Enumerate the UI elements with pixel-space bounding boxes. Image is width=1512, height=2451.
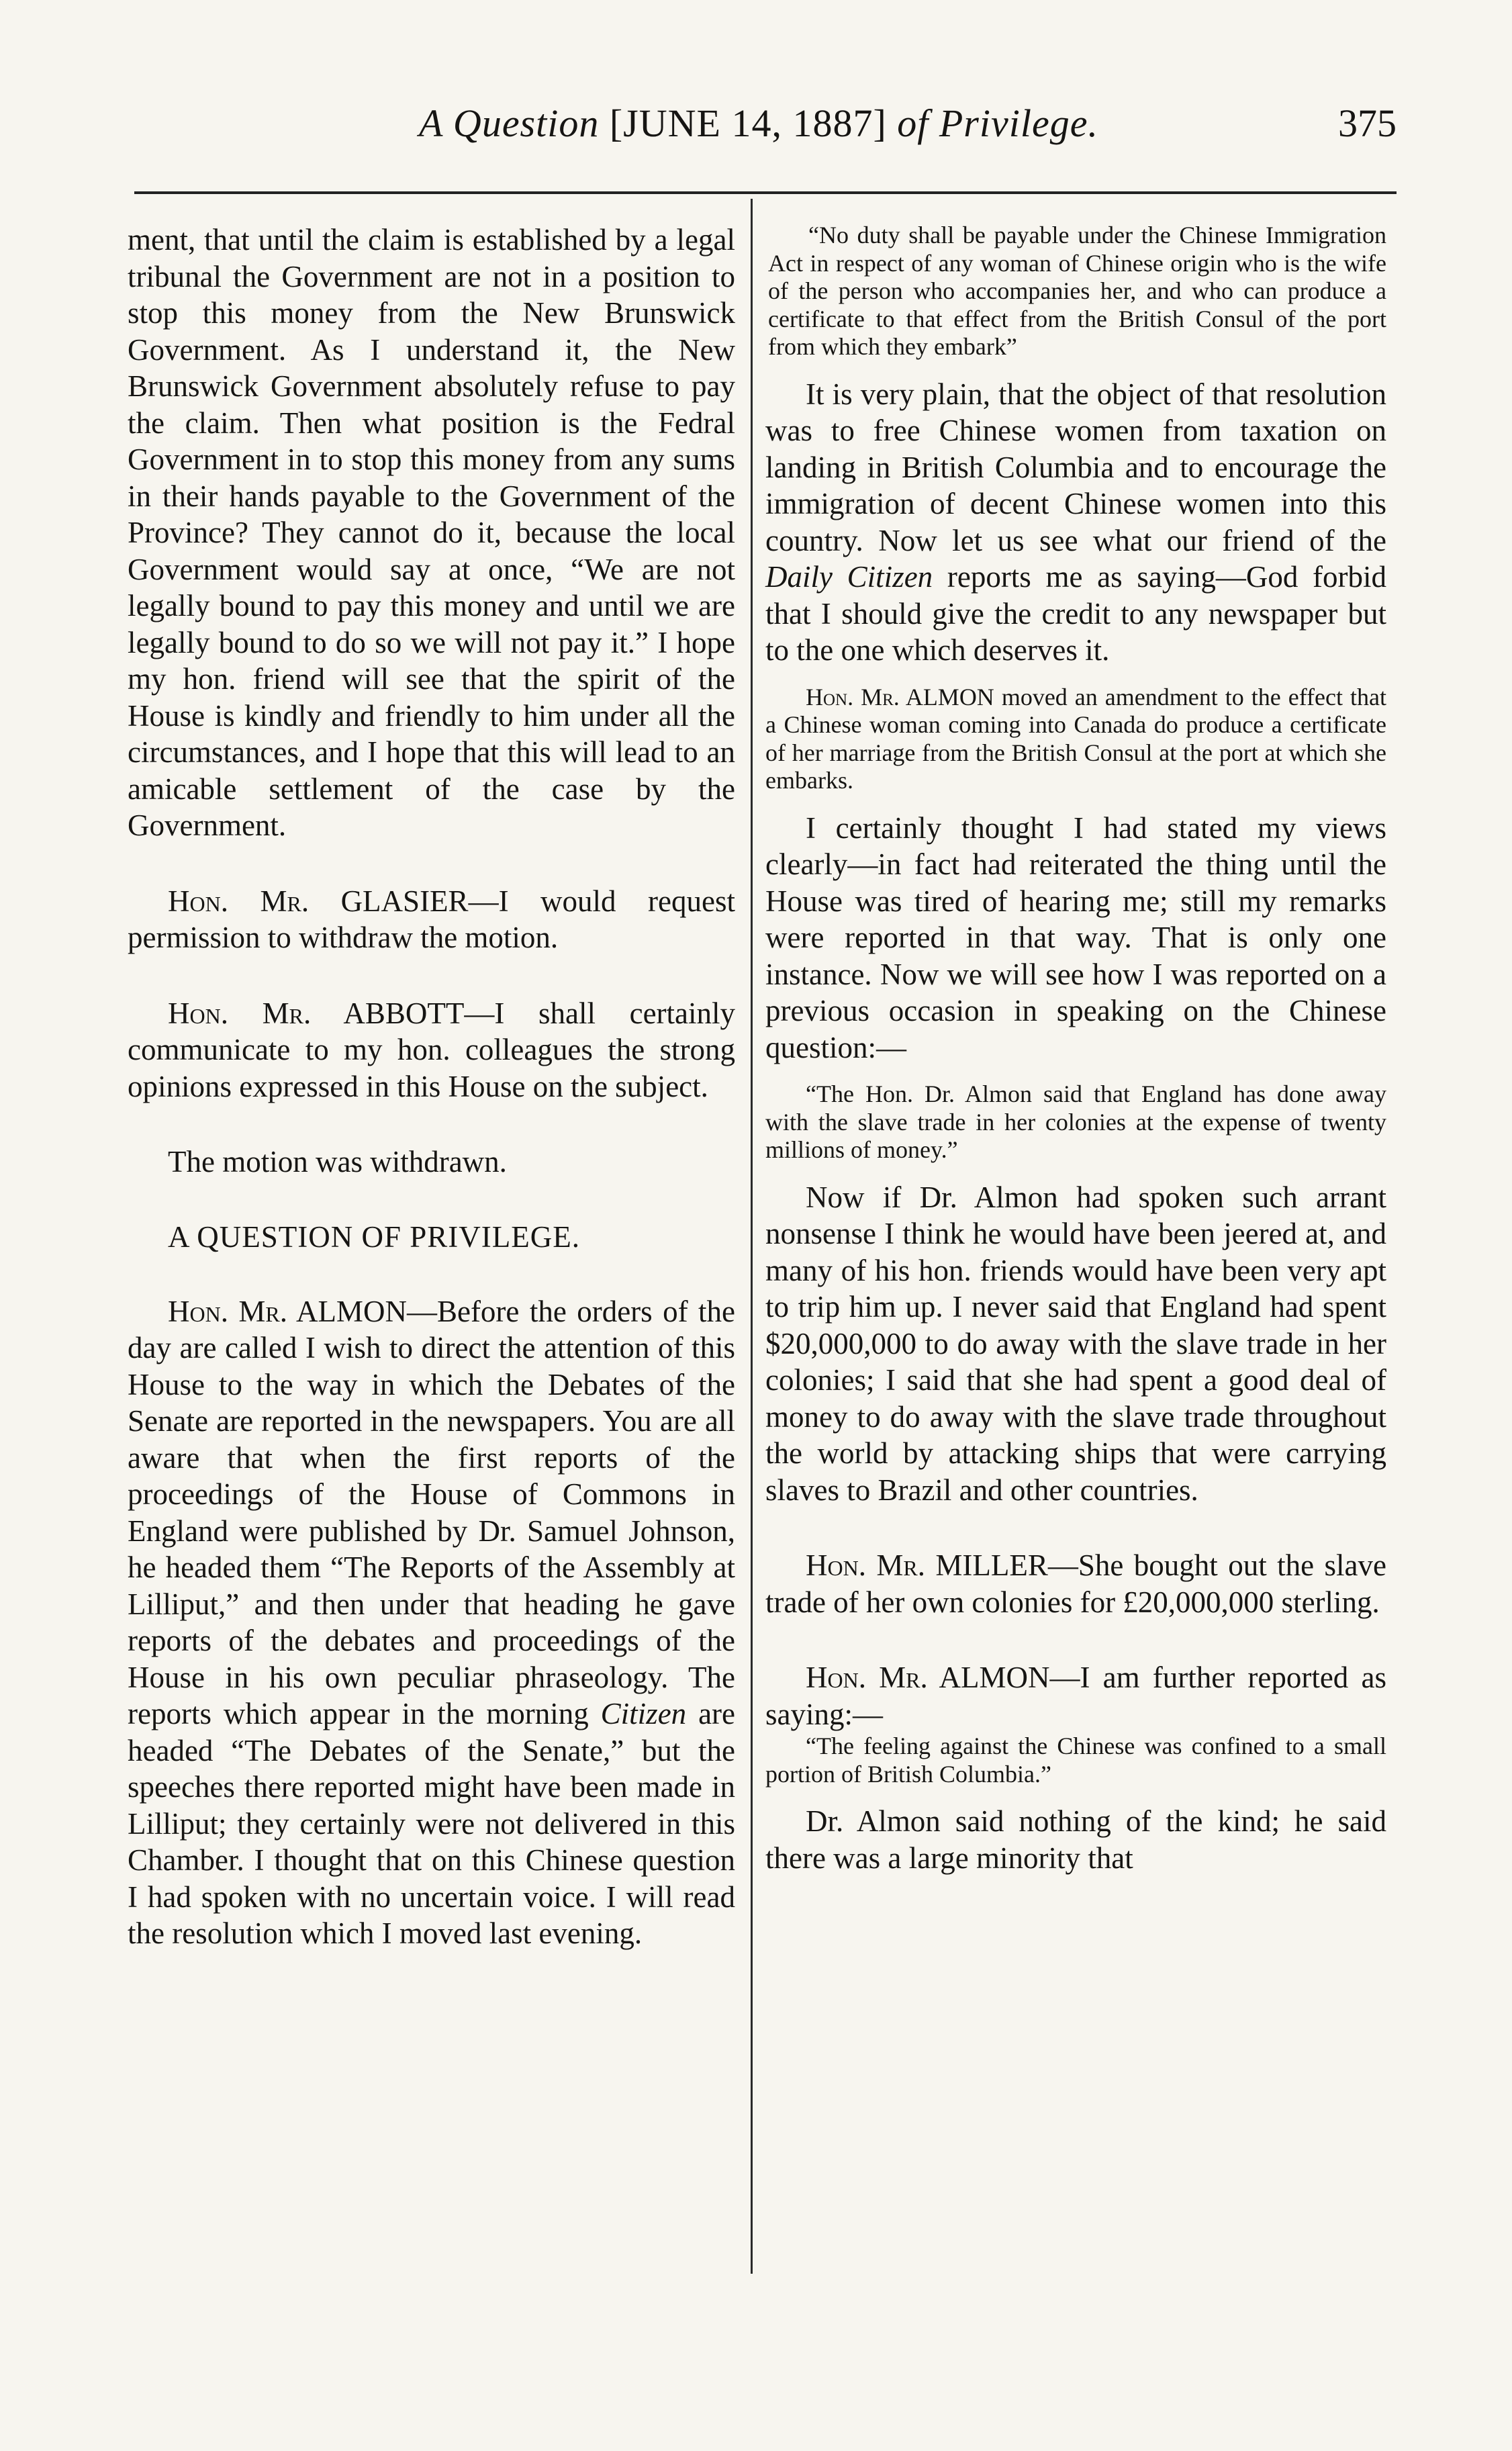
speaker-name: Hon. Mr. GLASIER bbox=[168, 884, 469, 918]
quote-text: moved an amendment to the effect that a Chinese woman coming into Canada do produce a certificate of her marriage from the British Consul at the port at which she embarks. bbox=[765, 683, 1386, 794]
column-divider bbox=[751, 199, 753, 2274]
newspaper-name: Citizen bbox=[600, 1697, 687, 1730]
paragraph-almon-further bbox=[765, 1659, 1386, 1732]
quoted-report: “The Hon. Dr. Almon said that England has done away with the slave trade in her colonies at the expense of twenty millions of money.” bbox=[765, 1080, 1386, 1163]
quoted-amendment bbox=[765, 684, 1386, 795]
speech-text: —Before the orders of the day are called I wish to direct the attention of this House to the way in which the Debates of the Senate are reported in the newspapers. You are all aware that when the first reports of the proceedings of the House of Commons in England were published by Dr. Samuel Johnson, he headed them “The Reports of the Assembly at Lilliput,” and then under that heading he gave reports of the debates and proceedings of the House in his own peculiar phraseology. The reports which appear in the morning bbox=[128, 1294, 735, 1730]
speech-text: —I shall certainly communicate to my hon. colleagues the strong opinions expressed in this House on the subject. bbox=[128, 996, 736, 1103]
title-date: [JUNE 14, 1887] bbox=[609, 101, 887, 145]
paragraph-continuation: ment, that until the claim is established by a legal tribunal the Government are not in a position to stop this money from the New Brunswick Government. As I understand it, the New Brunswick Government absolutely refuse to pay the claim. Then what position is the Fedral Government in to stop this money from any sums in their hands payable to the Government of the Province? They cannot do it, because the local Government would say at once, “We are not legally bound to pay this money and until we are legally bound to do so we will not pay it.” I hope my hon. friend will see that the spirit of the House is kindly and friendly to him under all the circumstances, and I hope that this will lead to an amicable settlement of the case by the Government. bbox=[128, 223, 735, 842]
paragraph-nonsense: Now if Dr. Almon had spoken such arrant nonsense I think he would have been jeered at, and many of his hon. friends would have been very apt to trip him up. I never said that England had spent $20,000,000 to do away with the slave trade in her colonies; I said that she had spent a good deal of money to do away with the slave trade throughout the world by attacking ships that were carrying slaves to Brazil and other countries. bbox=[765, 1180, 1386, 1507]
paragraph-plain bbox=[765, 376, 1386, 669]
running-title bbox=[121, 101, 1397, 146]
speech-text: —She bought out the slave trade of her own colonies for £20,000,000 sterling. bbox=[765, 1548, 1386, 1619]
quoted-feeling: “The feeling against the Chinese was confined to a small portion of British Columbia.” bbox=[765, 1732, 1386, 1788]
paragraph-glasier bbox=[128, 883, 735, 956]
title-part-b: of Privilege. bbox=[897, 101, 1098, 145]
left-column bbox=[128, 222, 735, 1952]
header-rule bbox=[134, 191, 1397, 194]
speech-text: —I would request permission to withdraw the motion. bbox=[128, 884, 735, 954]
speaker-name: Hon. Mr. ABBOTT bbox=[168, 996, 465, 1030]
speech-text: —I am further reported as saying:— bbox=[765, 1661, 1386, 1731]
newspaper-name: Daily Citizen bbox=[765, 560, 933, 594]
speaker-name: Hon. Mr. MILLER bbox=[806, 1548, 1048, 1582]
page-number: 375 bbox=[1338, 101, 1397, 145]
text-continued: reports me as saying—God forbid that I should give the credit to any newspaper but to the one which deserves it. bbox=[765, 560, 1386, 667]
paragraph-almon bbox=[128, 1293, 735, 1952]
right-column bbox=[765, 222, 1386, 1876]
paragraph-miller bbox=[765, 1547, 1386, 1620]
title-part-a: A Question bbox=[419, 101, 600, 145]
running-header bbox=[121, 101, 1397, 168]
paragraph-thought: I certainly thought I had stated my views clearly—in fact had reiterated the thing until the House was tired of hearing me; still my remarks were reported in that way. That is only one instance. Now we will see how I was reported on a previous occasion in speaking on the Chinese question:— bbox=[765, 811, 1386, 1064]
speaker-name: Hon. Mr. ALMON bbox=[168, 1294, 407, 1328]
quoted-resolution: “No duty shall be payable under the Chinese Immigration Act in respect of any woman of Chinese origin who is the wife of the person who accompanies her, and who can produce a certificate to that effect from the British Consul of the port from which they embark” bbox=[768, 222, 1386, 360]
speaker-name: Hon. Mr. ALMON bbox=[806, 683, 994, 710]
speech-text-continued: are headed “The Debates of the Senate,” but the speeches there reported might have been made in Lilliput; they certainly were not delivered in this Chamber. I thought that on this Chinese question I had spoken with no uncertain voice. I will read the resolution which I moved last evening. bbox=[128, 1697, 735, 1950]
text: It is very plain, that the object of that resolution was to free Chinese women from taxation on landing in British Columbia and to encourage the immigration of decent Chinese women into this country. Now let us see what our friend of the bbox=[765, 377, 1386, 557]
section-heading: A QUESTION OF PRIVILEGE. bbox=[168, 1219, 580, 1254]
speaker-name: Hon. Mr. ALMON bbox=[806, 1661, 1050, 1694]
paragraph-abbott bbox=[128, 995, 735, 1105]
paragraph-final: Dr. Almon said nothing of the kind; he said there was a large minority that bbox=[765, 1804, 1386, 1875]
motion-withdrawn: The motion was withdrawn. bbox=[168, 1145, 507, 1178]
